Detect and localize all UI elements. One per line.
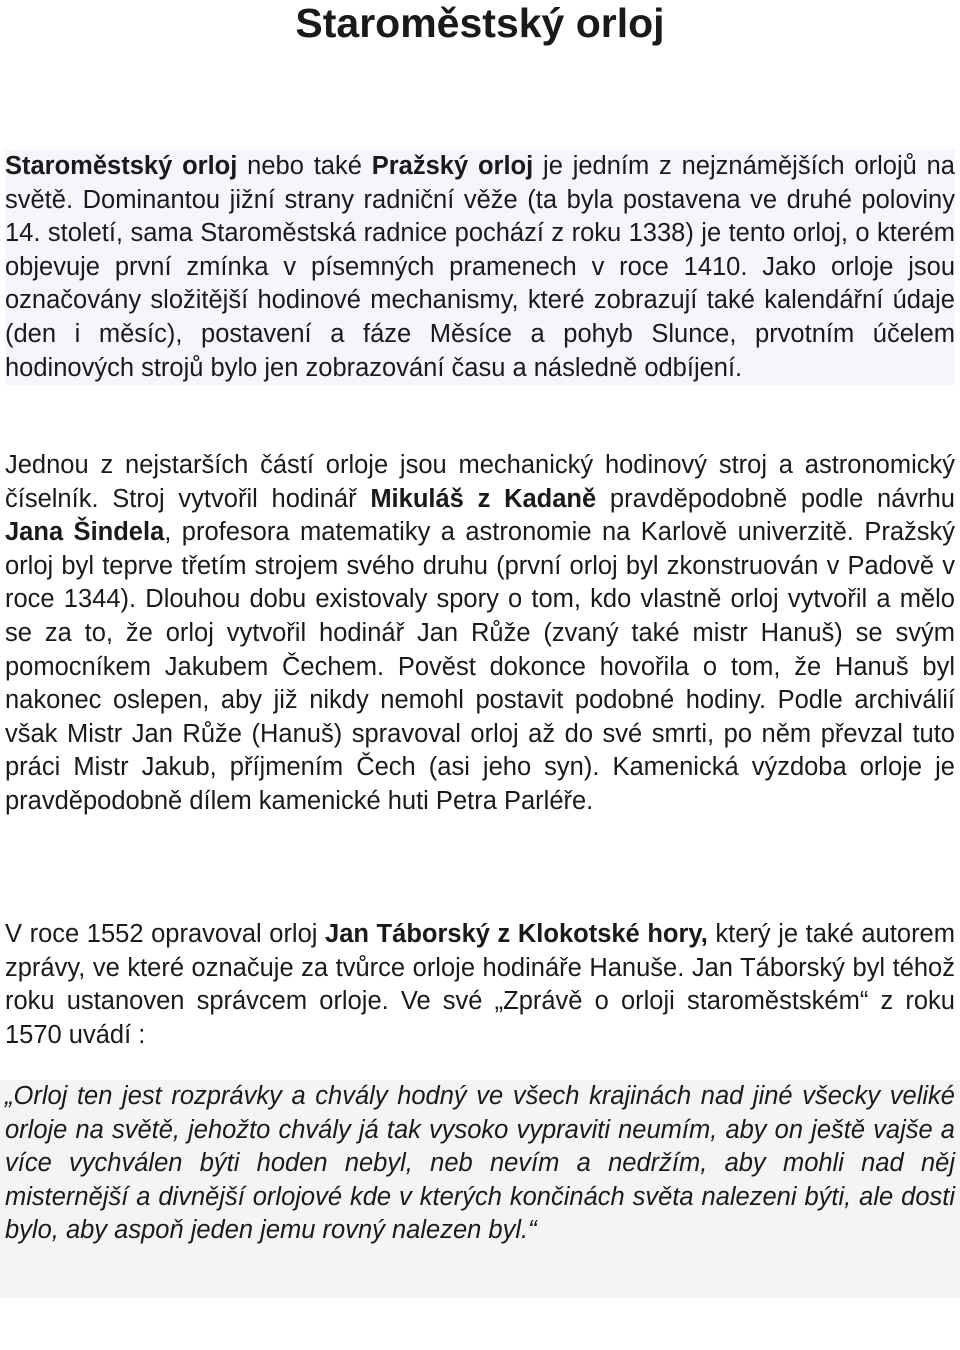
text-run: V roce 1552 opravoval orloj (5, 920, 326, 948)
paragraph-history (5, 449, 955, 819)
text-run: je jedním z nejznámějších orlojů na světě. Dominantou jižní strany radniční věže (ta byla postavena ve druhé poloviny 14. století, sama Staroměstská radnice pochází z roku 1338) je tento orloj, o kterém objevuje první zmínka v písemných pramenech v roce 1410. Jako orloje jsou označovány složitější hodinové mechanismy, které zobrazují také kalendářní údaje (den i měsíc), postavení a fáze Měsíce a pohyb Slunce, prvotním účelem hodinových strojů bylo jen zobrazování času a následně odbíjení. (5, 152, 955, 382)
bold-term: Staroměstský orloj (5, 152, 238, 180)
text-run: Jednou z nejstarších částí orloje jsou mechanický hodinový stroj a astronomický číselník. Stroj vytvořil hodinář (5, 451, 955, 513)
paragraph-intro (5, 150, 955, 385)
paragraph-repair (5, 918, 955, 1052)
text-run: který je také autorem zprávy, ve které označuje za tvůrce orloje hodináře Hanuše. Jan Táborský byl téhož roku ustanoven správcem orloje. Ve své „Zprávě o orloji staroměstském“ z roku 1570 uvádí : (5, 920, 955, 1049)
text-run: nebo také (237, 152, 372, 180)
bold-name: Jan Táborský z Klokotské hory, (325, 920, 708, 948)
quote-block (0, 1080, 960, 1298)
bold-term: Pražský orloj (371, 152, 534, 180)
quote-text: „Orloj ten jest rozprávky a chvály hodný ve všech krajinách nad jiné všecky veliké orloje na světě, jehožto chvály já tak vysoko vypraviti neumím, aby on ještě vajše a více vychválen býti hoden nebyl, neb nevím a nedržím, aby mohli nad něj misternější a divnější orlojové kde v kterých končinách světa nalezeni býti, ale dosti bylo, aby aspoň jeden jemu rovný nalezen byl.“ (5, 1082, 955, 1245)
bold-name: Mikuláš z Kadaně (370, 484, 597, 513)
text-run: pravděpodobně podle návrhu (596, 484, 955, 513)
text-run: , profesora matematiky a astronomie na Karlově univerzitě. Pražský orloj byl teprve třetím strojem svého druhu (první orloj byl zkonstruován v Padově v roce 1344). Dlouhou dobu existovaly spory o tom, kdo vlastně orloj vytvořil a mělo se za to, že orloj vytvořil hodinář Jan Růže (zvaný také mistr Hanuš) se svým pomocníkem Jakubem Čechem. Pověst dokonce hovořila o tom, že Hanuš byl nakonec oslepen, aby již nikdy nemohl postavit podobné hodiny. Podle archiválií však Mistr Jan Růže (Hanuš) spravoval orloj až do své smrti, po něm převzal tuto práci Mistr Jakub, příjmením Čech (asi jeho syn). Kamenická výzdoba orloje je pravděpodobně dílem kamenické huti Petra Parléře. (5, 518, 956, 815)
page-title: Staroměstský orloj (295, 0, 665, 46)
bold-name: Jana Šindela (5, 518, 165, 547)
